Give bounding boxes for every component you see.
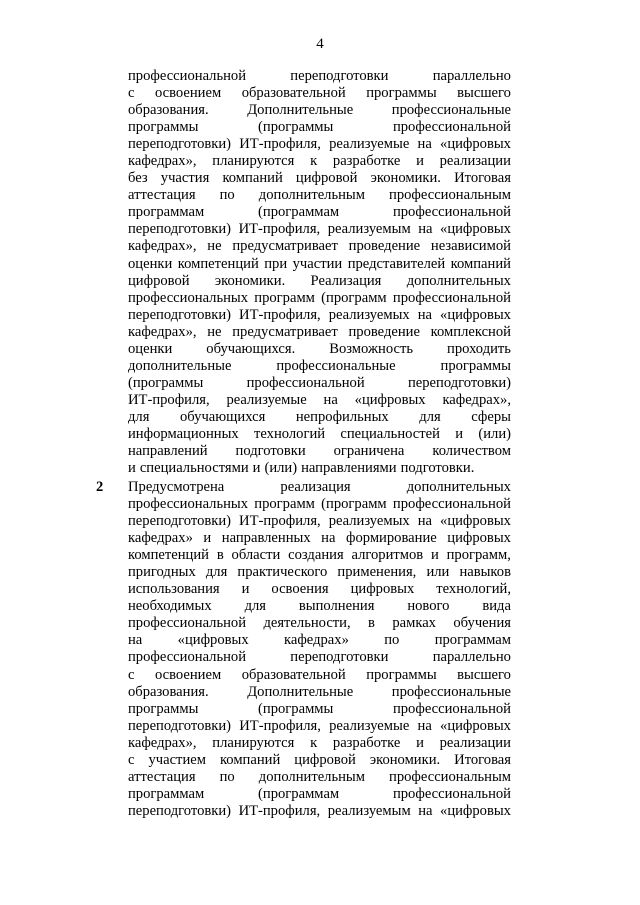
text-line: аттестация по дополнительным профессиональным: [128, 768, 511, 785]
text-line: (программы профессиональной переподготовки): [128, 374, 511, 391]
paragraph-continued: [128, 68, 511, 477]
text-line: программы (программы профессиональной: [128, 119, 511, 136]
paragraph-item-2: [128, 479, 511, 820]
text-line: с участием компаний цифровой экономики. Итоговая: [128, 751, 511, 768]
text-line: кафедрах», планируются к разработке и реализации: [128, 734, 511, 751]
item-number: 2: [96, 479, 104, 495]
text-line: кафедрах» и направленных на формирование цифровых: [128, 530, 511, 547]
text-line: кафедрах», не предусматривает проведение комплексной: [128, 323, 511, 340]
text-line: программам (программам профессиональной: [128, 785, 511, 802]
text-line: направлений подготовки ограничена количеством: [128, 443, 511, 460]
text-line: программы (программы профессиональной: [128, 700, 511, 717]
text-line: профессиональной деятельности, в рамках обучения: [128, 615, 511, 632]
text-line: переподготовки) ИТ-профиля, реализуемые на «цифровых: [128, 717, 511, 734]
text-line: кафедрах», не предусматривает проведение независимой: [128, 238, 511, 255]
text-line: профессиональных программ (программ профессиональной: [128, 496, 511, 513]
text-line: дополнительные профессиональные программы: [128, 357, 511, 374]
text-line: без участия компаний цифровой экономики. Итоговая: [128, 170, 511, 187]
text-line: оценки компетенций при участии представителей компаний: [128, 255, 511, 272]
text-line: пригодных для практического применения, или навыков: [128, 564, 511, 581]
text-line: переподготовки) ИТ-профиля, реализуемым на «цифровых: [128, 221, 511, 238]
text-line: образования. Дополнительные профессиональные: [128, 683, 511, 700]
text-line: с освоением образовательной программы высшего: [128, 666, 511, 683]
text-line: информационных технологий специальностей и (или): [128, 425, 511, 442]
text-line: образования. Дополнительные профессиональные: [128, 102, 511, 119]
text-line: профессиональной переподготовки параллельно: [128, 68, 511, 84]
text-line: необходимых для выполнения нового вида: [128, 598, 511, 615]
text-line: на «цифровых кафедрах» по программам: [128, 632, 511, 649]
text-line: переподготовки) ИТ-профиля, реализуемые на «цифровых: [128, 136, 511, 153]
text-line: ИТ-профиля, реализуемые на «цифровых кафедрах»,: [128, 391, 511, 408]
text-line: профессиональной переподготовки параллельно: [128, 649, 511, 666]
text-line: аттестация по дополнительным профессиональным: [128, 187, 511, 204]
text-line: переподготовки) ИТ-профиля, реализуемых на «цифровых: [128, 513, 511, 530]
text-line: оценки обучающихся. Возможность проходить: [128, 340, 511, 357]
text-line: с освоением образовательной программы высшего: [128, 85, 511, 102]
text-line: переподготовки) ИТ-профиля, реализуемых на «цифровых: [128, 306, 511, 323]
text-line: кафедрах», планируются к разработке и реализации: [128, 153, 511, 170]
text-line: программам (программам профессиональной: [128, 204, 511, 221]
text-line: компетенций в области создания алгоритмов и программ,: [128, 547, 511, 564]
text-line: для обучающихся непрофильных для сферы: [128, 408, 511, 425]
text-line: Предусмотрена реализация дополнительных: [128, 479, 511, 495]
text-line: и специальностями и (или) направлениями подготовки.: [128, 460, 475, 477]
text-line: профессиональных программ (программ профессиональной: [128, 289, 511, 306]
page-number: 4: [316, 36, 324, 52]
text-line: использования и освоения цифровых технологий,: [128, 581, 511, 598]
text-line: переподготовки) ИТ-профиля, реализуемым на «цифровых: [128, 802, 511, 819]
text-line: цифровой экономики. Реализация дополнительных: [128, 272, 511, 289]
